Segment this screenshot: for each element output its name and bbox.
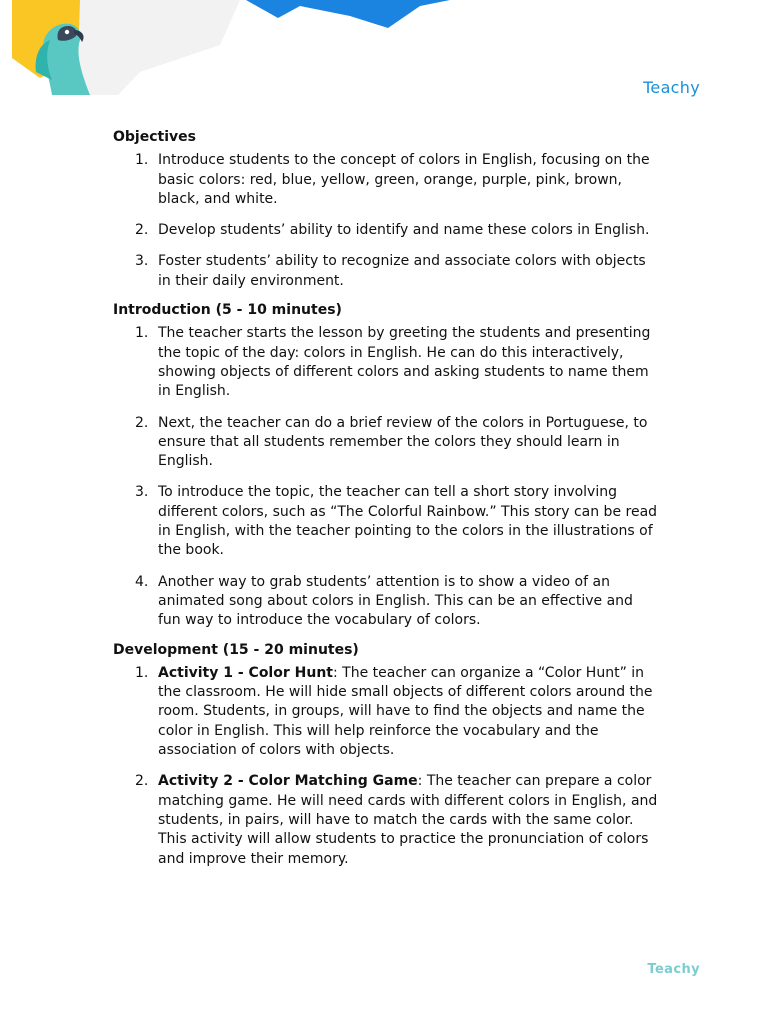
lesson-plan-content: [113, 128, 658, 879]
numbered-list: [113, 324, 658, 630]
section-title: Introduction (5 - 10 minutes): [113, 302, 342, 319]
gray-background-shape: [70, 0, 240, 95]
list-item-text: : The teacher can prepare a color matching game. He will need cards with different colors in English, and students, in pairs, will have to match the cards with the same color. This activity will allow students to practice the pronunciation of colors and improve their memory.: [158, 773, 658, 867]
section-title: Objectives: [113, 129, 196, 145]
list-item: [113, 252, 658, 291]
activity-name: Activity 2 - Color Matching Game: [158, 773, 418, 790]
list-item: [113, 221, 658, 240]
numbered-list: [113, 151, 658, 291]
brand-logo-text: Teachy: [643, 78, 700, 97]
list-item: [113, 664, 658, 760]
list-item-text: Introduce students to the concept of colors in English, focusing on the basic colors: red, blue, yellow, green, orange, purple, pink, brown, black, and white.: [158, 152, 650, 207]
list-item-text: Develop students’ ability to identify and name these colors in English.: [158, 222, 650, 239]
list-item-number: 2.: [135, 773, 149, 790]
list-item-number: 3.: [135, 484, 149, 501]
list-item-number: 4.: [135, 573, 149, 590]
section-title: Development (15 - 20 minutes): [113, 641, 359, 658]
list-item-text: Foster students’ ability to recognize and associate colors with objects in their daily environment.: [158, 253, 646, 289]
numbered-list: [113, 664, 658, 869]
list-item-number: 2.: [135, 222, 149, 239]
list-item: [113, 573, 658, 631]
list-item: [113, 772, 658, 868]
list-item-number: 1.: [135, 325, 149, 342]
footer-brand: Teachy: [647, 962, 700, 977]
list-item-text: Another way to grab students’ attention is to show a video of an animated song about colors in English. This can be an effective and fun way to introduce the vocabulary of colors.: [158, 573, 633, 629]
list-item: [113, 414, 658, 472]
list-item: [113, 324, 658, 401]
list-item-number: 2.: [135, 414, 149, 431]
blue-shape: [246, 0, 450, 28]
list-item-number: 1.: [135, 664, 149, 681]
section: [113, 128, 658, 291]
list-item-text: To introduce the topic, the teacher can tell a short story involving different colors, such as “The Colorful Rainbow.” This story can be read in English, with the teacher pointing to the colors in the illustrations of the book.: [158, 484, 658, 559]
list-item-text: The teacher starts the lesson by greeting the students and presenting the topic of the day: colors in English. He can do this interactively, showing objects of different colors and asking students to name them in English.: [158, 325, 651, 400]
list-item: [113, 483, 658, 560]
list-item: [113, 151, 658, 209]
section: [113, 301, 658, 630]
list-item-text: Next, the teacher can do a brief review of the colors in Portuguese, to ensure that all students remember the colors they should learn in English.: [158, 414, 648, 470]
list-item-number: 3.: [135, 253, 149, 270]
list-item-number: 1.: [135, 152, 149, 169]
section: [113, 641, 658, 869]
list-item-text: : The teacher can organize a “Color Hunt” in the classroom. He will hide small objects of different colors around the room. Students, in groups, will have to find the objects and name the color in English. This will help reinforce the vocabulary and the association of colors with objects.: [158, 664, 653, 759]
activity-name: Activity 1 - Color Hunt: [158, 664, 333, 681]
